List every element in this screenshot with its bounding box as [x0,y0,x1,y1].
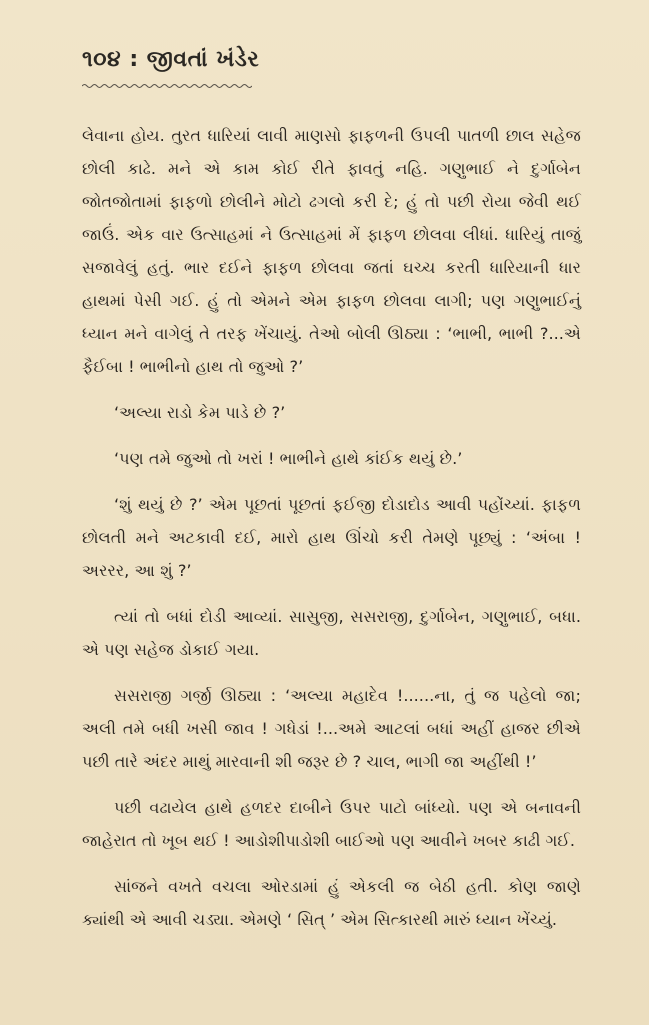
paragraph: ત્યાં તો બધાં દોડી આવ્યાં. સાસુજી, સસરાજી, દુર્ગાબેન, ગણુભાઈ, બધા. એ પણ સહેજ ડોકાઈ ગયા. [82,607,581,659]
paragraph: સસરાજી ગર્જી ઊઠ્યા : ‘અલ્યા મહાદેવ !......ના, તું જ પહેલો જા; અલી તમે બધી ખસી જાવ ! ગધેડાં !...અમે આટલાં બધાં અહીં હાજર છીએ પછી તારે અંદર માથું મારવાની શી જરૂર છે ? ચાલ, ભાગી જા અહીંથી !’ [82,686,581,771]
running-header: ૧૦૪ : જીવતાં ખંડેર [82,47,260,72]
header-wavy-rule [82,83,252,89]
paragraph: ‘પણ તમે જુઓ તો ખરાં ! ભાભીને હાથે કાંઈક થયું છે.’ [114,449,463,468]
paragraph: પછી વઢાયેલ હાથે હળદર દાબીને ઉપર પાટો બાંધ્યો. પણ એ બનાવની જાહેરાત તો ખૂબ થઈ ! આડોશીપાડોશી બાઈઓ પણ આવીને ખબર કાઢી ગઈ. [82,798,581,850]
body-text [82,119,581,936]
paragraph: ‘શું થયું છે ?’ એમ પૂછતાં પૂછતાં ફઈજી દોડાદોડ આવી પહોંચ્યાં. ફાફળ છોલતી મને અટકાવી દઈ, મારો હાથ ઊંચો કરી તેમણે પૂછ્યું : ‘અંબા ! અરરર, આ શું ?’ [82,495,581,580]
paragraph: લેવાના હોય. તુરત ધારિયાં લાવી માણસો ફાફળની ઉપલી પાતળી છાલ સહેજ છોલી કાઢે. મને એ કામ કોઈ રીતે ફાવતું નહિ. ગણુભાઈ ને દુર્ગાબેન જોતજોતામાં ફાફળો છોલીને મોટો ઢગલો કરી દે; હું તો પછી રોયા જેવી થઈ જાઉં. એક વાર ઉત્સાહમાં ને ઉત્સાહમાં મેં ફાફળ છોલવા લીધાં. ધારિયું તાજું સજાવેલું હતું. ભાર દઈને ફાફળ છોલવા જતાં ઘચ્ચ કરતી ધારિયાની ધાર હાથમાં પેસી ગઈ. હું તો એમને એમ ફાફળ છોલવા લાગી; પણ ગણુભાઈનું ધ્યાન મને વાગેલું તે તરફ ખેંચાયું. તેઓ બોલી ઊઠ્યા : ‘ભાભી, ભાભી ?...એ ફૈઈબા ! ભાભીનો હાથ તો જુઓ ?’ [82,126,581,376]
paragraph: સાંજને વખતે વચલા ઓરડામાં હું એકલી જ બેઠી હતી. કોણ જાણે ક્યાંથી એ આવી ચડ્યા. એમણે ‘ સિત્ ’ એમ સિત્કારથી મારું ધ્યાન ખેંચ્યું. [82,877,581,929]
paragraph: ‘અલ્યા રાડો કેમ પાડે છે ?’ [114,403,286,422]
